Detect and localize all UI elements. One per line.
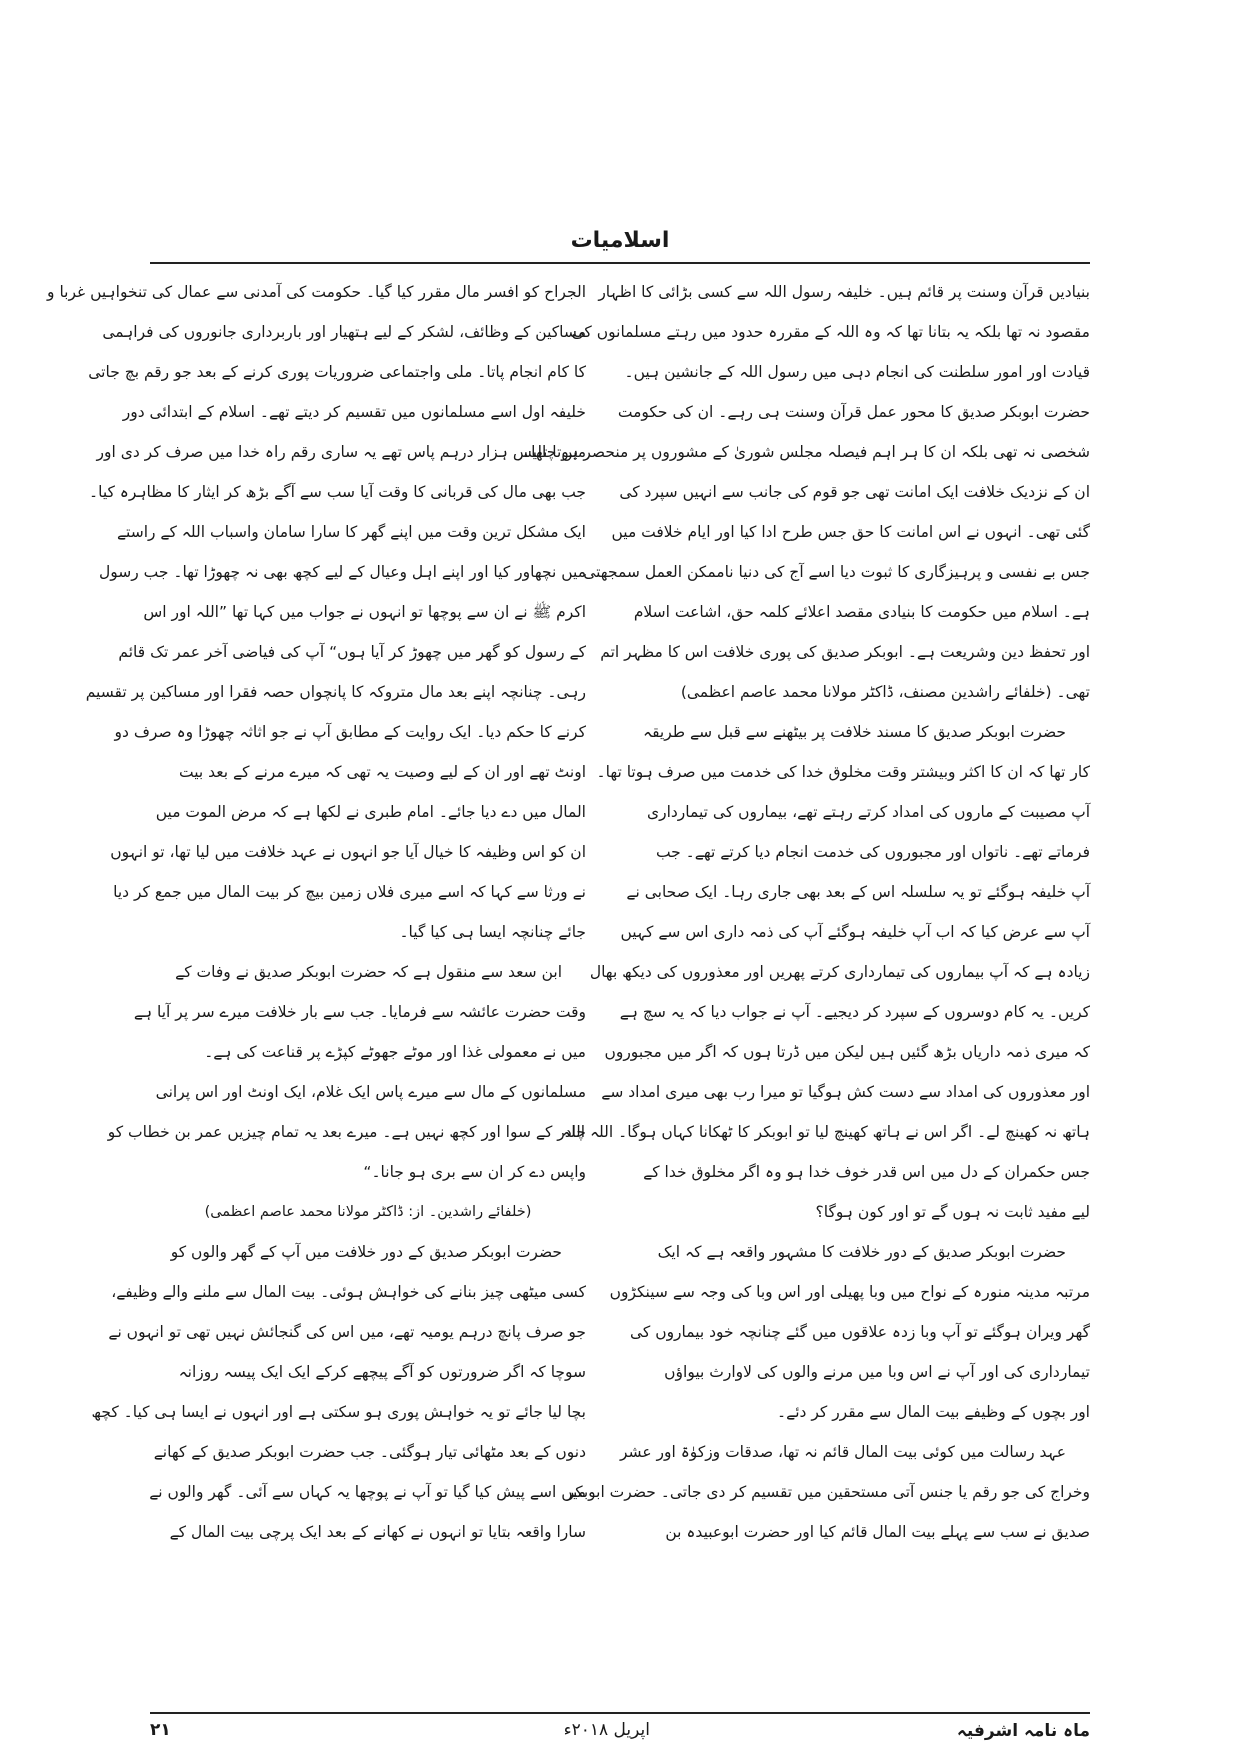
text-line: اکرم ﷺ نے ان سے پوچھا تو انہوں نے جواب میں کہا تھا ”اللہ اور اس	[143, 603, 586, 621]
text-line: کار تھا کہ ان کا اکثر وبیشتر وقت مخلوق خدا کی خدمت میں صرف ہوتا تھا۔	[596, 763, 1090, 781]
text-line: دنوں کے بعد مٹھائی تیار ہوگئی۔ جب حضرت ابوبکر صدیق کے کھانے	[153, 1443, 586, 1461]
text-line: المال میں دے دیا جائے۔ امام طبری نے لکھا ہے کہ مرض الموت میں	[155, 803, 586, 821]
text-line: اور بچوں کے وظیفے بیت المال سے مقرر کر دئے۔	[777, 1403, 1090, 1421]
text-line: کریں۔ یہ کام دوسروں کے سپرد کر دیجیے۔ آپ نے جواب دیا کہ یہ سچ ہے	[619, 1003, 1090, 1021]
text-line: زیادہ ہے کہ آپ بیماروں کی تیمارداری کرتے پھریں اور معذوروں کی دیکھ بھال	[589, 963, 1090, 981]
text-line: میں نچھاور کیا اور اپنے اہل وعیال کے لیے کچھ بھی نہ چھوڑا تھا۔ جب رسول	[98, 563, 586, 581]
text-line: شخصی نہ تھی بلکہ ان کا ہر اہم فیصلہ مجلس شوریٰ کے مشوروں پر منحصر ہوتا تھا۔	[522, 443, 1090, 461]
page-footer	[150, 1720, 1090, 1750]
text-line: صدیق نے سب سے پہلے بیت المال قائم کیا اور حضرت ابوعبیدہ بن	[665, 1523, 1090, 1541]
text-line: حضرت ابوبکر صدیق کا مسند خلافت پر بیٹھنے سے قبل سے طریقہ	[643, 723, 1066, 741]
right-text-column	[522, 272, 1090, 1716]
text-line: ہاتھ نہ کھینچ لے۔ اگر اس نے ہاتھ کھینچ لیا تو ابوبکر کا ٹھکانا کہاں ہوگا۔ اللہ اللہ	[561, 1123, 1090, 1141]
text-line: قیادت اور امور سلطنت کی انجام دہی میں رسول اللہ کے جانشین ہیں۔	[624, 363, 1090, 381]
text-line: بنیادیں قرآن وسنت پر قائم ہیں۔ خلیفہ رسول اللہ سے کسی بڑائی کا اظہار	[598, 283, 1090, 301]
text-line: آپ مصیبت کے ماروں کی امداد کرتے رہتے تھے، بیماروں کی تیمارداری	[646, 803, 1090, 821]
text-line: جب بھی مال کی قربانی کا وقت آیا سب سے آگے بڑھ کر ایثار کا مظاہرہ کیا۔	[89, 483, 586, 501]
text-line: عہد رسالت میں کوئی بیت المال قائم نہ تھا، صدقات وزکوٰۃ اور عشر	[619, 1443, 1066, 1461]
text-line: لیے مفید ثابت نہ ہوں گے تو اور کون ہوگا؟	[815, 1203, 1090, 1221]
text-line: کے رسول کو گھر میں چھوڑ کر آیا ہوں“ آپ کی فیاضی آخر عمر تک قائم	[118, 643, 586, 661]
page-number: ۲۱	[150, 1720, 171, 1740]
text-line: حضرت ابوبکر صدیق کے دور خلافت کا مشہور واقعہ ہے کہ ایک	[657, 1243, 1066, 1261]
header-rule	[150, 262, 1090, 264]
text-line: (خلفائے راشدین۔ از: ڈاکٹر مولانا محمد عاصم اعظمی)	[204, 1204, 532, 1220]
text-line: ہے۔ اسلام میں حکومت کا بنیادی مقصد اعلائے کلمہ حق، اشاعت اسلام	[633, 603, 1090, 621]
text-line: آپ سے عرض کیا کہ اب آپ خلیفہ ہوگئے آپ کی ذمہ داری اس سے کہیں	[620, 923, 1090, 941]
text-line: جس بے نفسی و پرہیزگاری کا ثبوت دیا اسے آج کی دنیا ناممکن العمل سمجھتی	[583, 563, 1090, 581]
text-line: میں نے معمولی غذا اور موٹے جھوٹے کپڑے پر قناعت کی ہے۔	[204, 1043, 586, 1061]
text-line: حضرت ابوبکر صدیق کے دور خلافت میں آپ کے گھر والوں کو	[170, 1243, 562, 1261]
text-line: ایک مشکل ترین وقت میں اپنے گھر کا سارا سامان واسباب اللہ کے راستے	[116, 523, 586, 541]
text-line: جائے چنانچہ ایسا ہی کیا گیا۔	[399, 923, 586, 941]
text-line: ابن سعد سے منقول ہے کہ حضرت ابوبکر صدیق نے وفات کے	[175, 963, 562, 981]
text-line: مقصود نہ تھا بلکہ یہ بتانا تھا کہ وہ اللہ کے مقررہ حدود میں رہتے مسلمانوں کی	[571, 323, 1090, 341]
text-line: کہ میری ذمہ داریاں بڑھ گئیں ہیں لیکن میں ڈرتا ہوں کہ اگر میں مجبوروں	[604, 1043, 1090, 1061]
text-line: اونٹ تھے اور ان کے لیے وصیت یہ تھی کہ میرے مرنے کے بعد بیت	[179, 763, 586, 781]
text-line: رہی۔ چنانچہ اپنے بعد مال متروکہ کا پانچواں حصہ فقرا اور مساکین پر تقسیم	[85, 683, 586, 701]
text-line: اور معذوروں کی امداد سے دست کش ہوگیا تو میرا رب بھی میری امداد سے	[601, 1083, 1090, 1101]
text-line: ان کو اس وظیفہ کا خیال آیا جو انہوں نے عہد خلافت میں لیا تھا، تو انہوں	[110, 843, 586, 861]
text-line: میں چالیس ہزار درہم پاس تھے یہ ساری رقم راہ خدا میں صرف کر دی اور	[96, 443, 586, 461]
text-line: وقت حضرت عائشہ سے فرمایا۔ جب سے بار خلافت میرے سر پر آیا ہے	[133, 1003, 586, 1021]
text-line: مسلمانوں کے مال سے میرے پاس ایک غلام، ایک اونٹ اور اس پرانی	[155, 1083, 586, 1101]
text-line: نے ورثا سے کہا کہ اسے میری فلاں زمین بیچ کر بیت المال میں جمع کر دیا	[113, 883, 586, 901]
text-line: بچا لیا جائے تو یہ خواہش پوری ہو سکتی ہے اور انہوں نے ایسا ہی کیا۔ کچھ	[91, 1403, 586, 1421]
text-line: واپس دے کر ان سے بری ہو جانا۔“	[363, 1163, 586, 1181]
text-line: چادر کے سوا اور کچھ نہیں ہے۔ میرے بعد یہ تمام چیزیں عمر بن خطاب کو	[107, 1123, 586, 1141]
text-line: میں اسے پیش کیا گیا تو آپ نے پوچھا یہ کہاں سے آئی۔ گھر والوں نے	[149, 1483, 586, 1501]
text-line: تھی۔ (خلفائے راشدین مصنف، ڈاکٹر مولانا محمد عاصم اعظمی)	[680, 683, 1090, 701]
text-line: گھر ویران ہوگئے تو آپ وبا زدہ علاقوں میں گئے چنانچہ خود بیماروں کی	[629, 1323, 1090, 1341]
text-line: تیمارداری کی اور آپ نے اس وبا میں مرنے والوں کی لاوارث بیواؤں	[664, 1363, 1090, 1381]
text-line: سارا واقعہ بتایا تو انہوں نے کھانے کے بعد ایک پرچی بیت المال کے	[169, 1523, 586, 1541]
text-line: مساکین کے وظائف، لشکر کے لیے ہتھیار اور باربرداری جانوروں کی فراہمی	[102, 323, 586, 341]
text-line: فرماتے تھے۔ ناتواں اور مجبوروں کی خدمت انجام دیا کرتے تھے۔ جب	[655, 843, 1090, 861]
text-line: مرتبہ مدینہ منورہ کے نواح میں وبا پھیلی اور اس وبا کی وجہ سے سینکڑوں	[609, 1283, 1090, 1301]
text-line: ان کے نزدیک خلافت ایک امانت تھی جو قوم کی جانب سے انہیں سپرد کی	[619, 483, 1090, 501]
text-line: کسی میٹھی چیز بنانے کی خواہش ہوئی۔ بیت المال سے ملنے والے وظیفے،	[111, 1283, 586, 1301]
text-line: سوچا کہ اگر ضرورتوں کو آگے پیچھے کرکے ایک ایک پیسہ روزانہ	[178, 1363, 586, 1381]
left-text-column	[47, 272, 586, 1716]
text-line: کا کام انجام پاتا۔ ملی واجتماعی ضروریات پوری کرنے کے بعد جو رقم بچ جاتی	[88, 363, 586, 381]
text-line: الجراح کو افسر مال مقرر کیا گیا۔ حکومت کی آمدنی سے عمال کی تنخواہیں غربا و	[47, 283, 586, 301]
issue-date: اپریل ۲۰۱۸ء	[563, 1720, 650, 1740]
text-line: خلیفہ اول اسے مسلمانوں میں تقسیم کر دیتے تھے۔ اسلام کے ابتدائی دور	[122, 403, 586, 421]
text-line: اور تحفظ دین وشریعت ہے۔ ابوبکر صدیق کی پوری خلافت اس کا مظہر اتم	[600, 643, 1090, 661]
text-line: گئی تھی۔ انہوں نے اس امانت کا حق جس طرح ادا کیا اور ایام خلافت میں	[611, 523, 1090, 541]
magazine-name: ماہ نامہ اشرفیہ	[956, 1721, 1090, 1741]
text-line: حضرت ابوبکر صدیق کا محور عمل قرآن وسنت ہی رہے۔ ان کی حکومت	[617, 403, 1090, 421]
text-line: جو صرف پانچ درہم یومیہ تھے، میں اس کی گنجائش نہیں تھی تو انہوں نے	[108, 1323, 586, 1341]
text-line: جس حکمران کے دل میں اس قدر خوف خدا ہو وہ اگر مخلوق خدا کے	[643, 1163, 1090, 1181]
page-header-title: اسلامیات	[570, 228, 670, 253]
footer-rule	[150, 1712, 1090, 1714]
text-line: کرنے کا حکم دیا۔ ایک روایت کے مطابق آپ نے جو اثاثہ چھوڑا وہ صرف دو	[114, 723, 586, 741]
text-line: آپ خلیفہ ہوگئے تو یہ سلسلہ اس کے بعد بھی جاری رہا۔ ایک صحابی نے	[626, 883, 1090, 901]
text-line: وخراج کی جو رقم یا جنس آتی مستحقین میں تقسیم کر دی جاتی۔ حضرت ابوبکر	[566, 1483, 1090, 1501]
